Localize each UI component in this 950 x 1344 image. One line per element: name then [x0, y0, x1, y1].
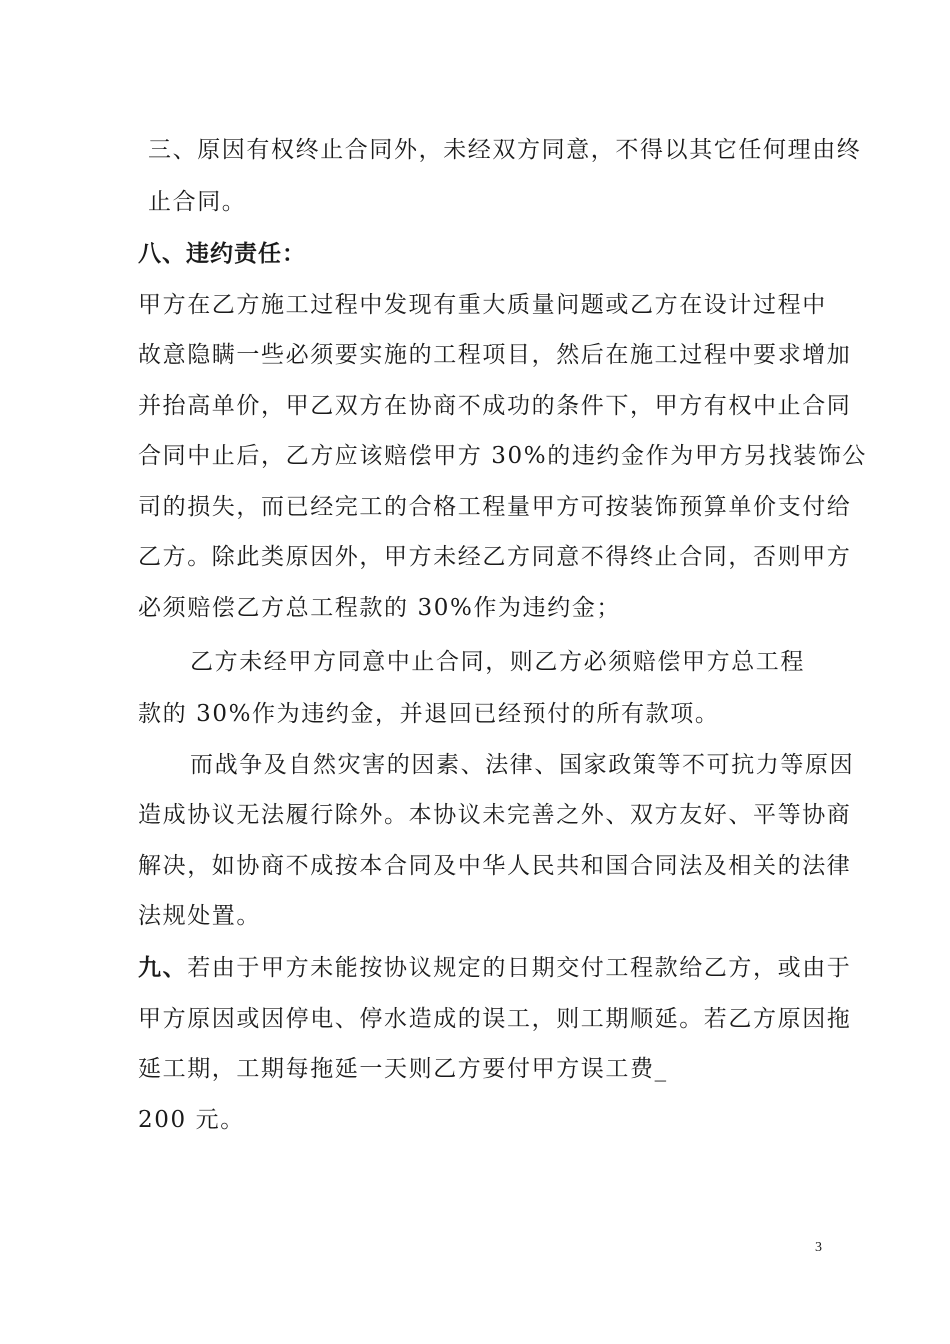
text-line-force-majeure-2: 造成协议无法履行除外。本协议未完善之外、双方友好、平等协商 [138, 802, 852, 828]
text-line-breach-2: 故意隐瞒一些必须要实施的工程项目，然后在施工过程中要求增加 [138, 342, 852, 368]
section-heading-breach-liability: 八、违约责任： [138, 241, 306, 267]
text-line-party-b-termination-1: 乙方未经甲方同意中止合同，则乙方必须赔偿甲方总工程 [190, 649, 805, 675]
text-line-clause-9-2: 甲方原因或因停电、停水造成的误工，则工期顺延。若乙方原因拖 [138, 1006, 852, 1032]
text-line-clause-9-4: 200 元。 [138, 1107, 245, 1133]
text-line-breach-1: 甲方在乙方施工过程中发现有重大质量问题或乙方在设计过程中 [138, 292, 827, 318]
text-line-breach-5: 司的损失，而已经完工的合格工程量甲方可按装饰预算单价支付给 [138, 494, 852, 520]
clause-9-number: 九、 [138, 955, 188, 981]
text-line-breach-4: 合同中止后，乙方应该赔偿甲方 30%的违约金作为甲方另找装饰公 [138, 443, 868, 469]
text-line-clause-3-continued: 三、原因有权终止合同外，未经双方同意，不得以其它任何理由终 [148, 137, 862, 163]
text-line-breach-7: 必须赔偿乙方总工程款的 30%作为违约金； [138, 595, 622, 621]
text-line-force-majeure-3: 解决，如协商不成按本合同及中华人民共和国合同法及相关的法律 [138, 853, 852, 879]
text-line-force-majeure-4: 法规处置。 [138, 903, 261, 929]
text-line-breach-3: 并抬高单价，甲乙双方在协商不成功的条件下，甲方有权中止合同 [138, 393, 852, 419]
text-line-breach-6: 乙方。除此类原因外，甲方未经乙方同意不得终止合同，否则甲方 [138, 544, 852, 570]
clause-9-text: 若由于甲方未能按协议规定的日期交付工程款给乙方，或由于 [187, 955, 852, 981]
text-line-clause-9-1 [138, 953, 852, 983]
text-line-clause-9-3: 延工期，工期每拖延一天则乙方要付甲方误工费_ [138, 1056, 668, 1082]
text-line-force-majeure-1: 而战争及自然灾害的因素、法律、国家政策等不可抗力等原因 [190, 752, 855, 778]
page-number: 3 [815, 1240, 822, 1255]
text-line-clause-3-end: 止合同。 [148, 189, 247, 215]
text-line-party-b-termination-2: 款的 30%作为违约金，并退回已经预付的所有款项。 [138, 701, 720, 727]
